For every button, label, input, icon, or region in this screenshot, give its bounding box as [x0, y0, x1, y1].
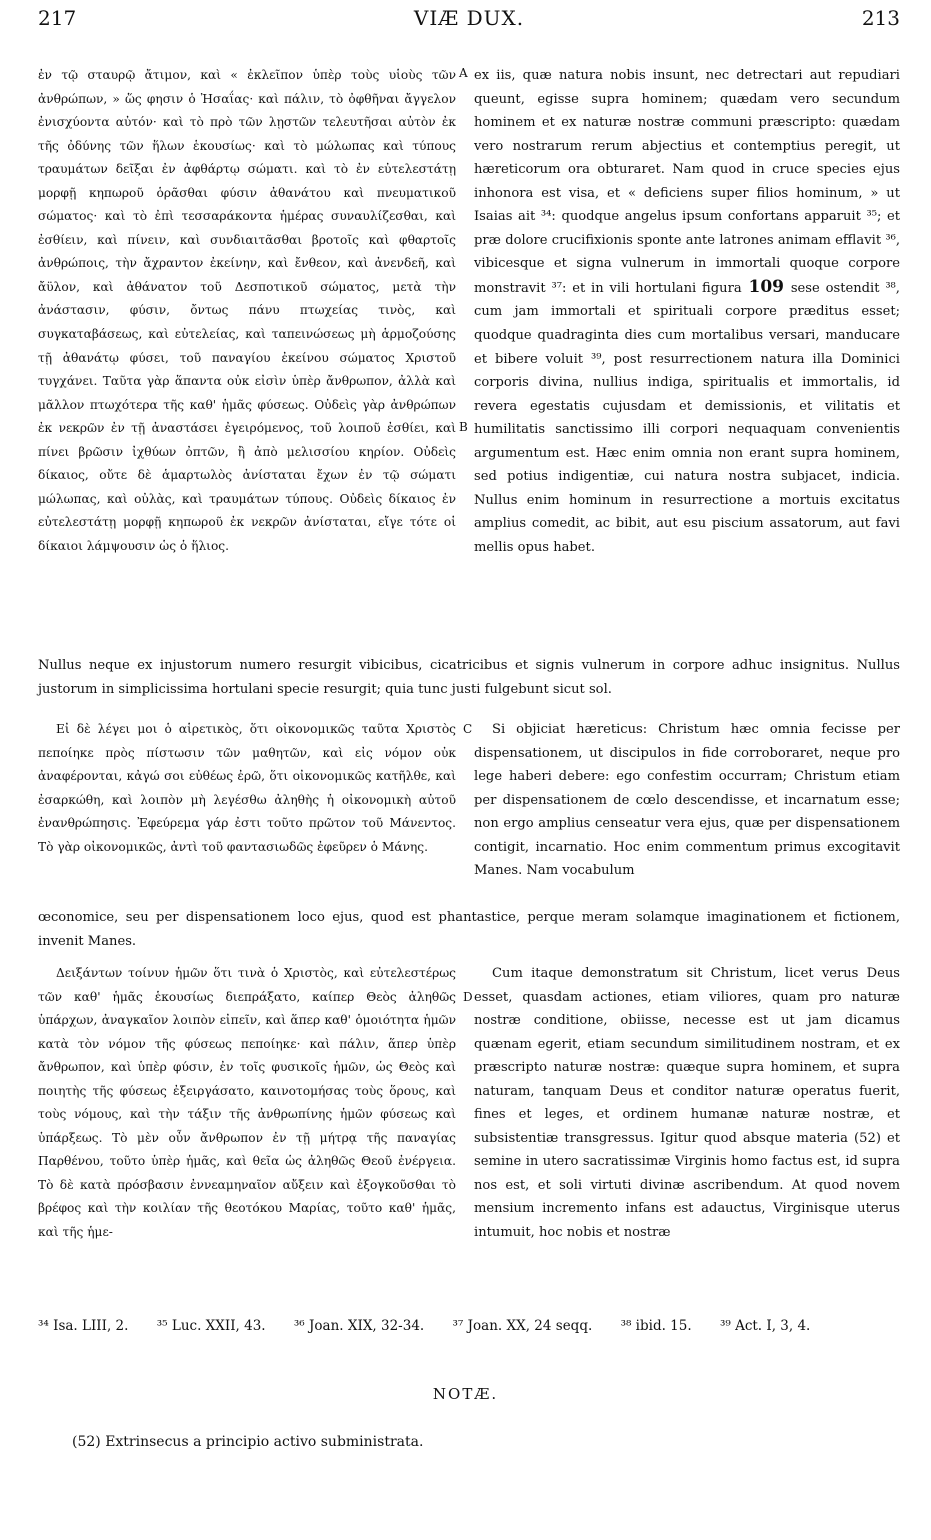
margin-marker-b: B [459, 420, 468, 434]
margin-marker-d: D [463, 990, 473, 1004]
footnote: ³⁷ Joan. XX, 24 seqq. [452, 1318, 593, 1334]
latin-text-1b: sese ostendit ³⁸, cum jam immortali et spirituali corpore præditus esset; quodque quadraginta dies cum mortalibus versari, manducare et bibere voluit ³⁹, post resurrectionem natura illa Dominici corporis divina, nullius indiga, spiritualis et immortalis, id revera egestatis cujusdam et demissionis, et vilitatis et humilitatis sanctissimo illi corpori nequaquam convenientis argumentum est. Hæc enim omnia non erant supra hominem, sed potius indigentiæ, cui natura nostra subjacet, indicia. Nullus enim hominum in resurrectione a mortuis excitatus amplius comedit, ac bibit, aut esu piscium assatorum, aut favi mellis opus habet. [474, 280, 900, 555]
footnote: ³⁸ ibid. 15. [620, 1318, 692, 1334]
greek-text-1: ἐν τῷ σταυρῷ ἄτιμον, καὶ « ἐκλεῖπον ὑπὲρ τοὺς υἱοὺς τῶν ἀνθρώπων, » ὥς φησιν ὁ Ἠσαΐας· καὶ πάλιν, τὸ ὀφθῆναι ἄγγελον ἐνισχύοντα αὐτόν· καὶ τὸ πρὸ τῶν λῃστῶν τελευτῆσαι αὐτὸν ἐκ τῆς ὀδύνης τῶν ἥλων ἑκουσίως· καὶ τὸ μώλωπας καὶ τύπους τραυμάτων δεῖξαι ἐν ἀφθάρτῳ σώματι. καὶ τὸ ἐν εὐτελεστάτῃ μορφῇ κηπωροῦ ὁρᾶσθαι φύσιν ἀθανάτου καὶ πνευματικοῦ σώματος· καὶ τὸ ἐπὶ τεσσαράκοντα ἡμέρας συναυλίζεσθαι, καὶ ἐσθίειν, καὶ πίνειν, καὶ συνδιαιτᾶσθαι βροτοῖς καὶ φθαρτοῖς ἀνθρώποις, τὴν ἄχραντον ἐκείνην, καὶ ἔνθεον, καὶ ἀνενδεῆ, καὶ ἄϋλον, καὶ ἀθάνατον τοῦ Δεσποτικοῦ σώματος, μετὰ τὴν ἀνάστασιν, φύσιν, ὄντως πάνυ πτωχείας τινὸς, καὶ συγκαταβάσεως, καὶ εὐτελείας, καὶ ταπεινώσεως μὴ ἁρμοζούσης τῇ ἀθανάτῳ φύσει, τοῦ παναγίου ἐκείνου σώματος Χριστοῦ τυγχάνει. Ταῦτα γὰρ ἅπαντα οὐκ εἰσὶν ὑπὲρ ἄνθρωπον, ἀλλὰ καὶ μᾶλλον πτωχότερα τῆς καθ' ἡμᾶς φύσεως. Οὐδεὶς γὰρ ἀνθρώπων ἐκ νεκρῶν ἐν τῇ ἀναστάσει ἐγειρόμενος, τοῦ λοιποῦ ἐσθίει, καὶ πίνει βρῶσιν ἰχθύων ὀπτῶν, ἢ ἀπὸ μελισσίου κηρίον. Οὐδεὶς δίκαιος, οὔτε δὲ ἁμαρτωλὸς ἀνίσταται ἔχων ἐν τῷ σώματι μώλωπας, καὶ οὐλὰς, καὶ τραυμάτων τύπους. Οὐδεὶς δίκαιος ἐν εὐτελεστάτῃ μορφῇ κηπωροῦ ἐκ νεκρῶν ἀνίσταται, εἴγε τότε οἱ δίκαιοι λάμψουσιν ὡς ὁ ἥλιος. [38, 68, 456, 553]
latin-full-width-1: Nullus neque ex injustorum numero resurgit vibicibus, cicatricibus et signis vulnerum in corpore adhuc insignitus. Nullus justorum in simplicissima hortulani specie resurgit; quia tunc justi fulgebunt sicut sol. [38, 658, 900, 697]
latin-text-3: Cum itaque demonstratum sit Christum, licet verus Deus esset, quasdam actiones, etiam viliores, quam pro naturæ nostræ conditione, obiisse, necesse est ut jam dicamus quænam egerit, etiam secundum similitudinem nostram, et ex præscripto naturæ nostræ: quæque supra hominem, et supra naturam, tanquam Deus et conditor naturæ operatus fuerit, fines et leges, et ordinem humanæ naturæ nostræ, et subsistentiæ transgressus. Igitur quod absque materia (52) et semine in utero sacratissimæ Virginis homo factus est, id supra nos est, et soli virtuti divinæ ascribendum. At quod novem mensium incremento infans est adauctus, Virginisque uterus intumuit, hoc nobis et nostræ [474, 966, 900, 1241]
latin-text-1a: ex iis, quæ natura nobis insunt, nec detrectari aut repudiari queunt, egisse supra hominem; quædam vero secundum hominem et ex naturæ nostræ communi præscripto: quædam vero nostrarum rerum abjectius et contemptius peregit, ut hæreticorum ora obturaret. Nam quod in cruce species ejus inhonora est visa, et « deficiens super filios hominum, » ut Isaias ait ³⁴: quodque angelus ipsum confortans apparuit ³⁵; et præ dolore crucifixionis sponte ante latrones animam efflavit ³⁶, vibicesque et signa vulnerum in immortali quoque corpore monstravit ³⁷: et in vili hortulani figura [474, 68, 900, 296]
footnote: ³⁴ Isa. LIII, 2. [38, 1318, 129, 1334]
running-title: VIÆ DUX. [413, 6, 525, 30]
greek-text-3: Δειξάντων τοίνυν ἡμῶν ὅτι τινὰ ὁ Χριστὸς, καὶ εὐτελεστέρως τῶν καθ' ἡμᾶς ἑκουσίως διεπράξατο, καίπερ Θεὸς ἀληθῶς ὑπάρχων, ἀναγκαῖον λοιπὸν εἰπεῖν, καὶ ἅπερ καθ' ὁμοιότητα ἡμῶν κατὰ τὸν νόμον τῆς φύσεως πεποίηκε· καὶ πάλιν, ἅπερ ὑπὲρ ἄνθρωπον, καὶ ὑπὲρ φύσιν, ἐν τοῖς φυσικοῖς ἡμῶν, ὡς Θεὸς καὶ ποιητὴς τῆς φύσεως ἐξειργάσατο, καινοτομήσας τοὺς ὅρους, καὶ τοὺς νόμους, καὶ τὴν τάξιν τῆς ἀνθρωπίνης ἡμῶν φύσεως καὶ ὑπάρξεως. Τὸ μὲν οὖν ἄνθρωπον ἐν τῇ μήτρᾳ τῆς παναγίας Παρθένου, τοῦτο ὑπὲρ ἡμᾶς, καὶ θεῖα ὡς ἀληθῶς Θεοῦ ἐνέργεια. Τὸ δὲ κατὰ πρόσβασιν ἐννεαμηναῖον αὔξειν καὶ ἐξογκοῦσθαι τὸ βρέφος καὶ τὴν κοιλίαν τῆς θεοτόκου Μαρίας, τοῦτο καθ' ἡμᾶς, καὶ τῆς ἡμε- [38, 966, 456, 1240]
margin-marker-a: A [459, 66, 468, 80]
left-column-number: 217 [38, 6, 77, 30]
latin-text-1 [474, 64, 900, 559]
footnotes [38, 1316, 900, 1336]
latin-full-width-2: œconomice, seu per dispensationem loco ejus, quod est phantastice, perque meram solamque imaginationem et fictionem, invenit Manes. [38, 910, 900, 949]
latin-text-2: Si objiciat hæreticus: Christum hæc omnia fecisse per dispensationem, ut discipulos in fide corroboraret, neque pro lege haberi debere: ego confestim occurram; Christum etiam per dispensationem de cœlo descendisse, et incarnatum esse; non ergo amplius censeatur vera ejus, quæ per dispensationem contigit, incarnatio. Hoc enim commentum primus excogitavit Manes. Nam vocabulum [474, 722, 900, 879]
margin-marker-c: C [463, 722, 473, 736]
running-header [38, 6, 900, 32]
page-marker: 109 [748, 276, 784, 297]
notae-heading: NOTÆ. [432, 1385, 499, 1403]
right-column-number: 213 [861, 6, 900, 30]
footnote: ³⁶ Joan. XIX, 32-34. [293, 1318, 425, 1334]
footnote: ³⁵ Luc. XXII, 43. [156, 1318, 266, 1334]
note-52: (52) Extrinsecus a principio activo subministrata. [72, 1434, 424, 1450]
footnote: ³⁹ Act. I, 3, 4. [719, 1318, 811, 1334]
greek-text-2: Εἰ δὲ λέγει μοι ὁ αἱρετικὸς, ὅτι οἰκονομικῶς ταῦτα Χριστὸς πεποίηκε πρὸς πίστωσιν τῶν μαθητῶν, καὶ εἰς νόμον οὐκ ἀναφέρονται, κἀγώ σοι εὐθέως ἐρῶ, ὅτι οἰκονομικῶς κατῆλθε, καὶ ἐσαρκώθη, καὶ λοιπὸν μὴ λεγέσθω ἀληθὴς ἡ οἰκονομικὴ αὐτοῦ ἐνανθρώπησις. Ἐφεύρεμα γάρ ἐστι τοῦτο πρῶτον τοῦ Μάνεντος. Τὸ γὰρ οἰκονομικῶς, ἀντὶ τοῦ φαντασιωδῶς ἐφεῦρεν ὁ Μάνης. [38, 722, 456, 854]
